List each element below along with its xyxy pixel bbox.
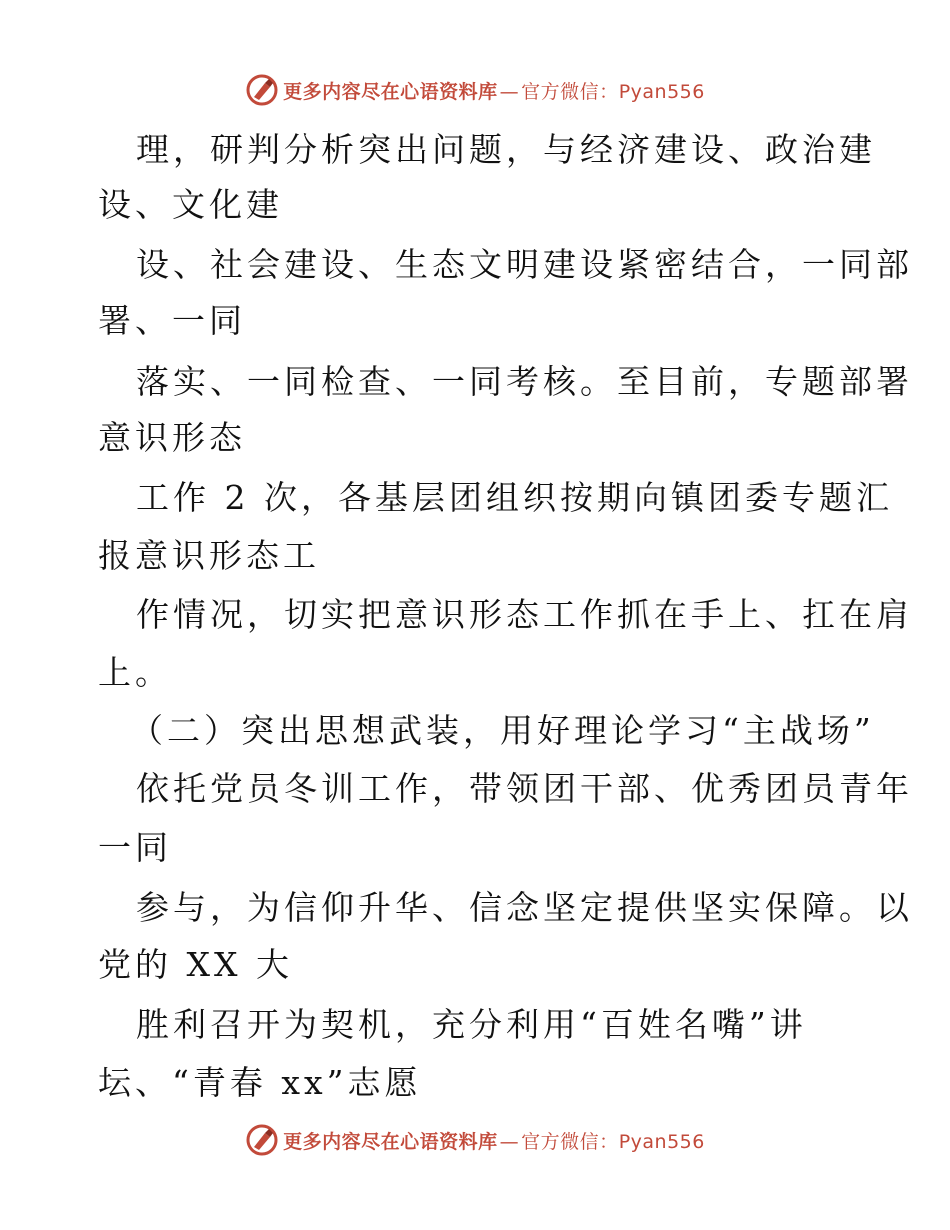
watermark-footer bbox=[0, 1120, 950, 1160]
text-line: 参与，为信仰升华、信念坚定提供坚实保障。以 bbox=[136, 888, 913, 927]
brand-logo-icon bbox=[245, 1123, 279, 1157]
watermark-label: 官方微信： bbox=[521, 1130, 619, 1153]
watermark-dash: — bbox=[499, 1130, 520, 1153]
watermark-brand: 更多内容尽在心语资料库 bbox=[283, 1130, 498, 1153]
text-line: 设、社会建设、生态文明建设紧密结合，一同部 bbox=[136, 245, 913, 284]
watermark-label: 官方微信： bbox=[521, 80, 619, 103]
text-line: 落实、一同检查、一同考核。至目前，专题部署 bbox=[136, 362, 913, 401]
text-line: 设、文化建 bbox=[98, 185, 283, 224]
watermark-header bbox=[0, 70, 950, 110]
text-line: 依托党员冬训工作，带领团干部、优秀团员青年 bbox=[136, 769, 913, 808]
text-line: 工作 2 次，各基层团组织按期向镇团委专题汇 bbox=[136, 478, 893, 517]
text-line: 理，研判分析突出问题，与经济建设、政治建 bbox=[136, 130, 876, 169]
watermark-text bbox=[283, 1127, 705, 1154]
text-line: 胜利召开为契机，充分利用“百姓名嘴”讲 bbox=[136, 1005, 807, 1044]
text-line: 一同 bbox=[98, 828, 172, 867]
watermark-account: Pyan556 bbox=[618, 1130, 705, 1153]
watermark-dash: — bbox=[499, 80, 520, 103]
text-line: 党的 XX 大 bbox=[98, 945, 293, 984]
text-line: 报意识形态工 bbox=[98, 536, 320, 575]
text-line: 作情况，切实把意识形态工作抓在手上、扛在肩 bbox=[136, 595, 913, 634]
text-line: 意识形态 bbox=[98, 418, 246, 457]
brand-logo-icon bbox=[245, 73, 279, 107]
watermark-account: Pyan556 bbox=[618, 80, 705, 103]
text-line: （二）突出思想武装，用好理论学习“主战场” bbox=[130, 711, 875, 750]
text-line: 上。 bbox=[98, 653, 172, 692]
watermark-text bbox=[283, 77, 705, 104]
watermark-brand: 更多内容尽在心语资料库 bbox=[283, 80, 498, 103]
text-line: 署、一同 bbox=[98, 301, 246, 340]
text-line: 坛、“青春 xx”志愿 bbox=[98, 1063, 422, 1102]
